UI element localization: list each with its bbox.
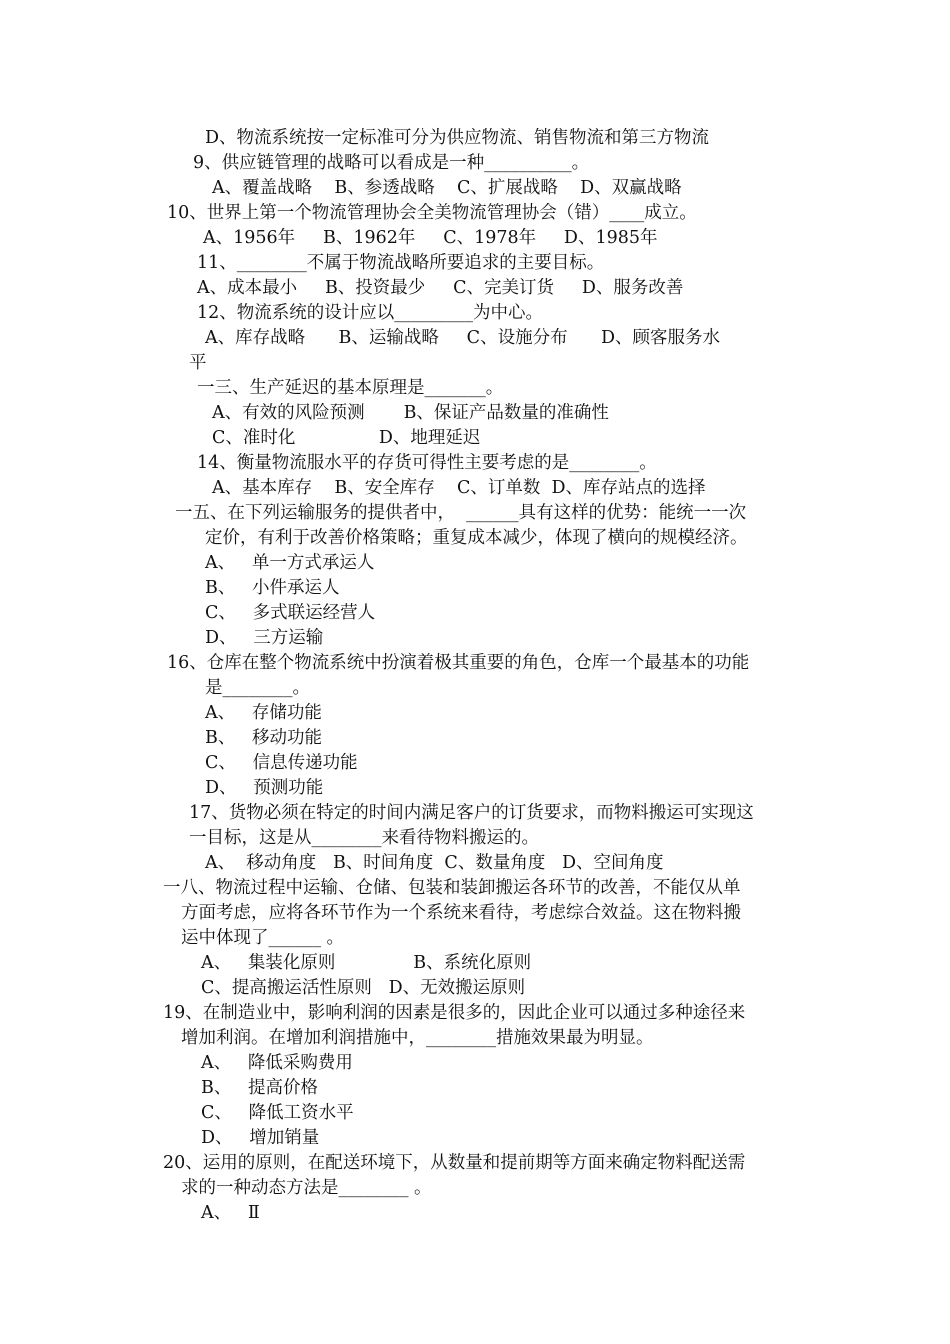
q15-option-d: D、 三方运输 [205, 628, 324, 648]
q11-stem: 11、________不属于物流战略所要追求的主要目标。 [197, 253, 605, 273]
q16-option-d: D、 预测功能 [205, 778, 324, 798]
q9-stem: 9、供应链管理的战略可以看成是一种__________。 [193, 153, 590, 173]
q19-stem-wrap: 增加利润。在增加利润措施中，________措施效果最为明显。 [181, 1028, 654, 1048]
q11-options: A、成本最小 B、投资最少 C、完美订货 D、服务改善 [197, 278, 684, 298]
q16-option-a: A、 存储功能 [205, 703, 322, 723]
q17-options: A、 移动角度 B、时间角度 C、数量角度 D、空间角度 [205, 853, 664, 873]
q15-option-c: C、 多式联运经营人 [205, 603, 376, 623]
q18-options-cd: C、提高搬运活性原则 D、无效搬运原则 [201, 978, 526, 998]
q10-stem: 10、世界上第一个物流管理协会全美物流管理协会（错）____成立。 [167, 203, 697, 223]
q12-options: A、库存战略 B、运输战略 C、设施分布 D、顾客服务水 [205, 328, 720, 348]
q15-option-a: A、 单一方式承运人 [205, 553, 375, 573]
q20-stem-wrap: 求的一种动态方法是________ 。 [181, 1178, 432, 1198]
q16-option-c: C、 信息传递功能 [205, 753, 358, 773]
q17-stem: 17、货物必须在特定的时间内满足客户的订货要求，而物料搬运可实现这 [189, 803, 754, 823]
q15-option-b: B、 小件承运人 [205, 578, 340, 598]
q10-options: A、1956年 B、1962年 C、1978年 D、1985年 [203, 228, 658, 248]
q13-stem: 一三、生产延迟的基本原理是_______。 [197, 378, 504, 398]
q12-options-wrap: 平 [189, 353, 207, 373]
q19-option-d: D、 增加销量 [201, 1128, 320, 1148]
q20-option-a: A、 Ⅱ [201, 1203, 260, 1223]
q15-stem-wrap: 定价，有利于改善价格策略；重复成本减少，体现了横向的规模经济。 [205, 528, 748, 548]
q14-options: A、基本库存 B、安全库存 C、订单数 D、库存站点的选择 [212, 478, 706, 498]
q12-stem: 12、物流系统的设计应以_________为中心。 [197, 303, 544, 323]
q18-stem-wrap-2: 运中体现了______ 。 [181, 928, 345, 948]
q16-stem-wrap: 是________。 [205, 678, 310, 698]
q16-stem: 16、仓库在整个物流系统中扮演着极其重要的角色，仓库一个最基本的功能 [167, 653, 750, 673]
q18-stem: 一八、物流过程中运输、仓储、包装和装卸搬运各环节的改善，不能仅从单 [163, 878, 741, 898]
q9-options: A、覆盖战略 B、参透战略 C、扩展战略 D、双赢战略 [212, 178, 682, 198]
q13-options-ab: A、有效的风险预测 B、保证产品数量的准确性 [212, 403, 609, 423]
q19-option-c: C、 降低工资水平 [201, 1103, 354, 1123]
q20-stem: 20、运用的原则，在配送环境下，从数量和提前期等方面来确定物料配送需 [163, 1153, 746, 1173]
q14-stem: 14、衡量物流服水平的存货可得性主要考虑的是________。 [197, 453, 657, 473]
q13-options-cd: C、准时化 D、地理延迟 [212, 428, 481, 448]
q19-option-b: B、 提高价格 [201, 1078, 319, 1098]
q18-stem-wrap-1: 方面考虑，应将各环节作为一个系统来看待，考虑综合效益。这在物料搬 [181, 903, 741, 923]
q19-stem: 19、在制造业中，影响利润的因素是很多的，因此企业可以通过多种途径来 [163, 1003, 746, 1023]
q19-option-a: A、 降低采购费用 [201, 1053, 353, 1073]
q15-stem: 一五、在下列运输服务的提供者中， ______具有这样的优势：能统一一次 [175, 503, 747, 523]
q8-option-d: D、物流系统按一定标准可分为供应物流、销售物流和第三方物流 [205, 128, 710, 148]
q16-option-b: B、 移动功能 [205, 728, 323, 748]
q18-options-ab: A、 集装化原则 B、系统化原则 [201, 953, 532, 973]
q17-stem-wrap: 一目标，这是从________来看待物料搬运的。 [189, 828, 539, 848]
